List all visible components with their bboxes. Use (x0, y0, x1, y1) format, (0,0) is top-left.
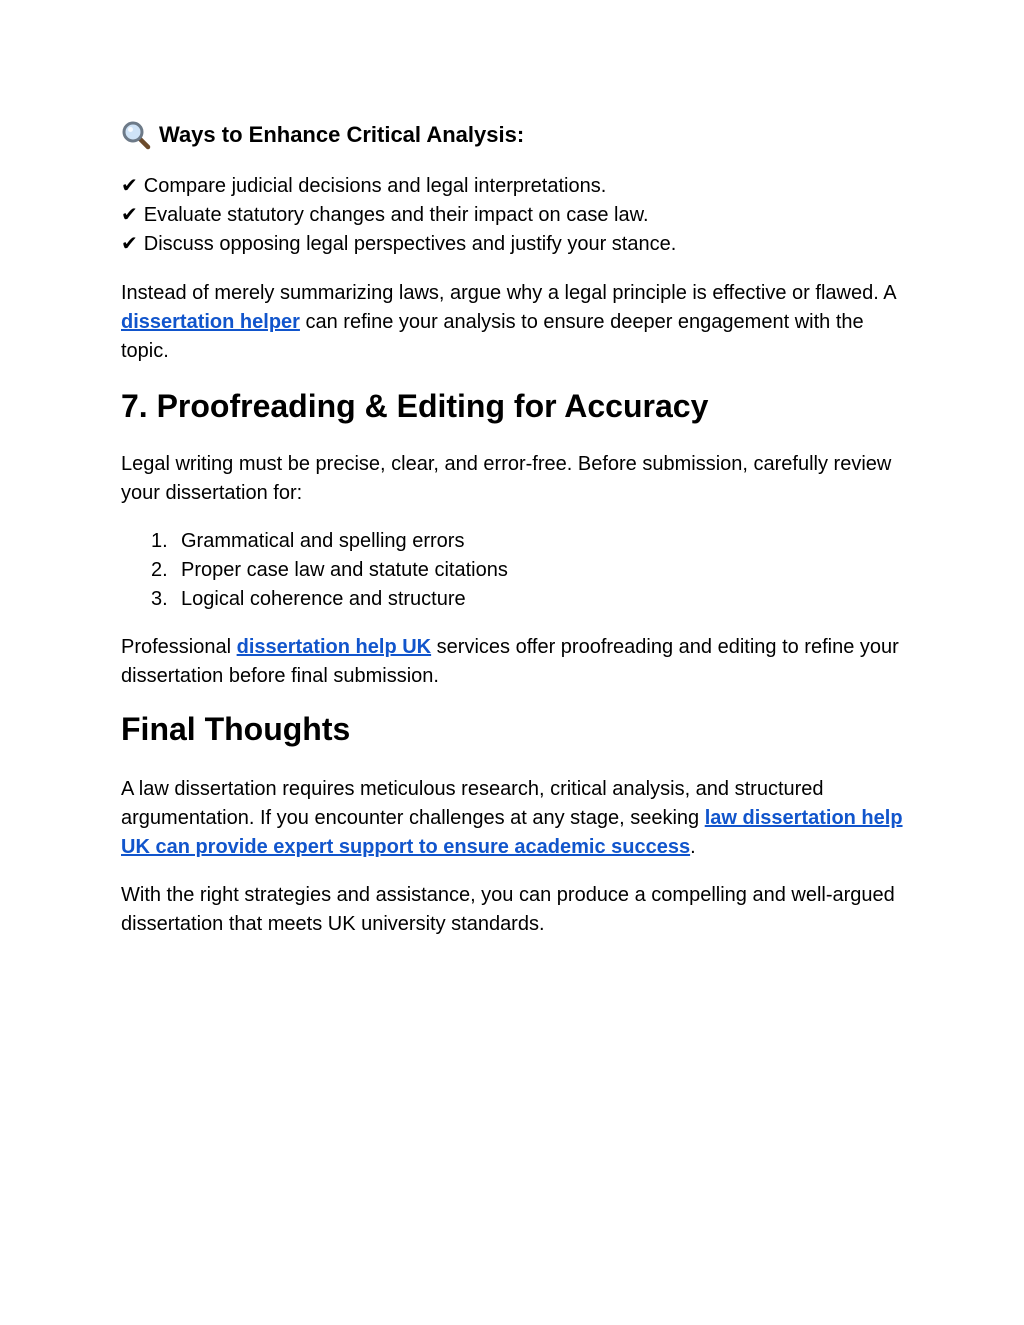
list-item (121, 172, 911, 201)
paragraph-text: A law dissertation requires meticulous research, critical analysis, and structured argumentation. If you encounter challenges at any stage, seeking (121, 778, 824, 829)
list-item-text: Grammatical and spelling errors (181, 530, 465, 552)
section-subheading-text: Ways to Enhance Critical Analysis: (159, 122, 525, 147)
paragraph-text: . (690, 836, 696, 858)
dissertation-help-uk-link[interactable]: dissertation help UK (236, 636, 432, 658)
list-number: 3. (151, 588, 168, 610)
section-subheading (121, 112, 911, 158)
check-mark-icon: ✔ (121, 175, 138, 197)
paragraph-text: can refine your analysis to ensure deeper engagement with the topic. (121, 311, 864, 362)
list-item-text: Proper case law and statute citations (181, 559, 508, 581)
paragraph-legal-writing: Legal writing must be precise, clear, and error-free. Before submission, carefully review your dissertation for: (121, 453, 892, 504)
list-item-text: Logical coherence and structure (181, 588, 466, 610)
heading-final-thoughts: Final Thoughts (121, 711, 351, 747)
list-item (121, 230, 911, 259)
paragraph-professional (121, 633, 911, 691)
list-item-text: Evaluate statutory changes and their impact on case law. (143, 204, 649, 226)
checklist (121, 172, 911, 259)
numbered-list (121, 527, 911, 614)
check-mark-icon: ✔ (121, 233, 138, 255)
list-item-text: Discuss opposing legal perspectives and justify your stance. (143, 233, 677, 255)
list-item (121, 556, 911, 585)
paragraph-text: services offer proofreading and editing to refine your dissertation before final submission. (121, 636, 899, 687)
list-item (121, 585, 911, 614)
paragraph-text: Instead of merely summarizing laws, argue why a legal principle is effective or flawed. A (121, 282, 896, 304)
dissertation-helper-link[interactable]: dissertation helper (121, 311, 300, 333)
list-item (121, 527, 911, 556)
paragraph-final (121, 775, 911, 862)
paragraph-text: Professional (121, 636, 237, 658)
document-content (121, 112, 911, 939)
list-item (121, 201, 911, 230)
list-number: 2. (151, 559, 168, 581)
heading-proofreading: 7. Proofreading & Editing for Accuracy (121, 388, 709, 424)
list-number: 1. (151, 530, 168, 552)
law-dissertation-help-link[interactable]: law dissertation help UK can provide expert support to ensure academic success (121, 807, 903, 858)
magnifying-glass-icon (121, 120, 151, 150)
list-item-text: Compare judicial decisions and legal interpretations. (143, 175, 607, 197)
check-mark-icon: ✔ (121, 204, 138, 226)
paragraph-analysis (121, 279, 911, 366)
paragraph-closing: With the right strategies and assistance, you can produce a compelling and well-argued dissertation that meets UK university standards. (121, 884, 895, 935)
